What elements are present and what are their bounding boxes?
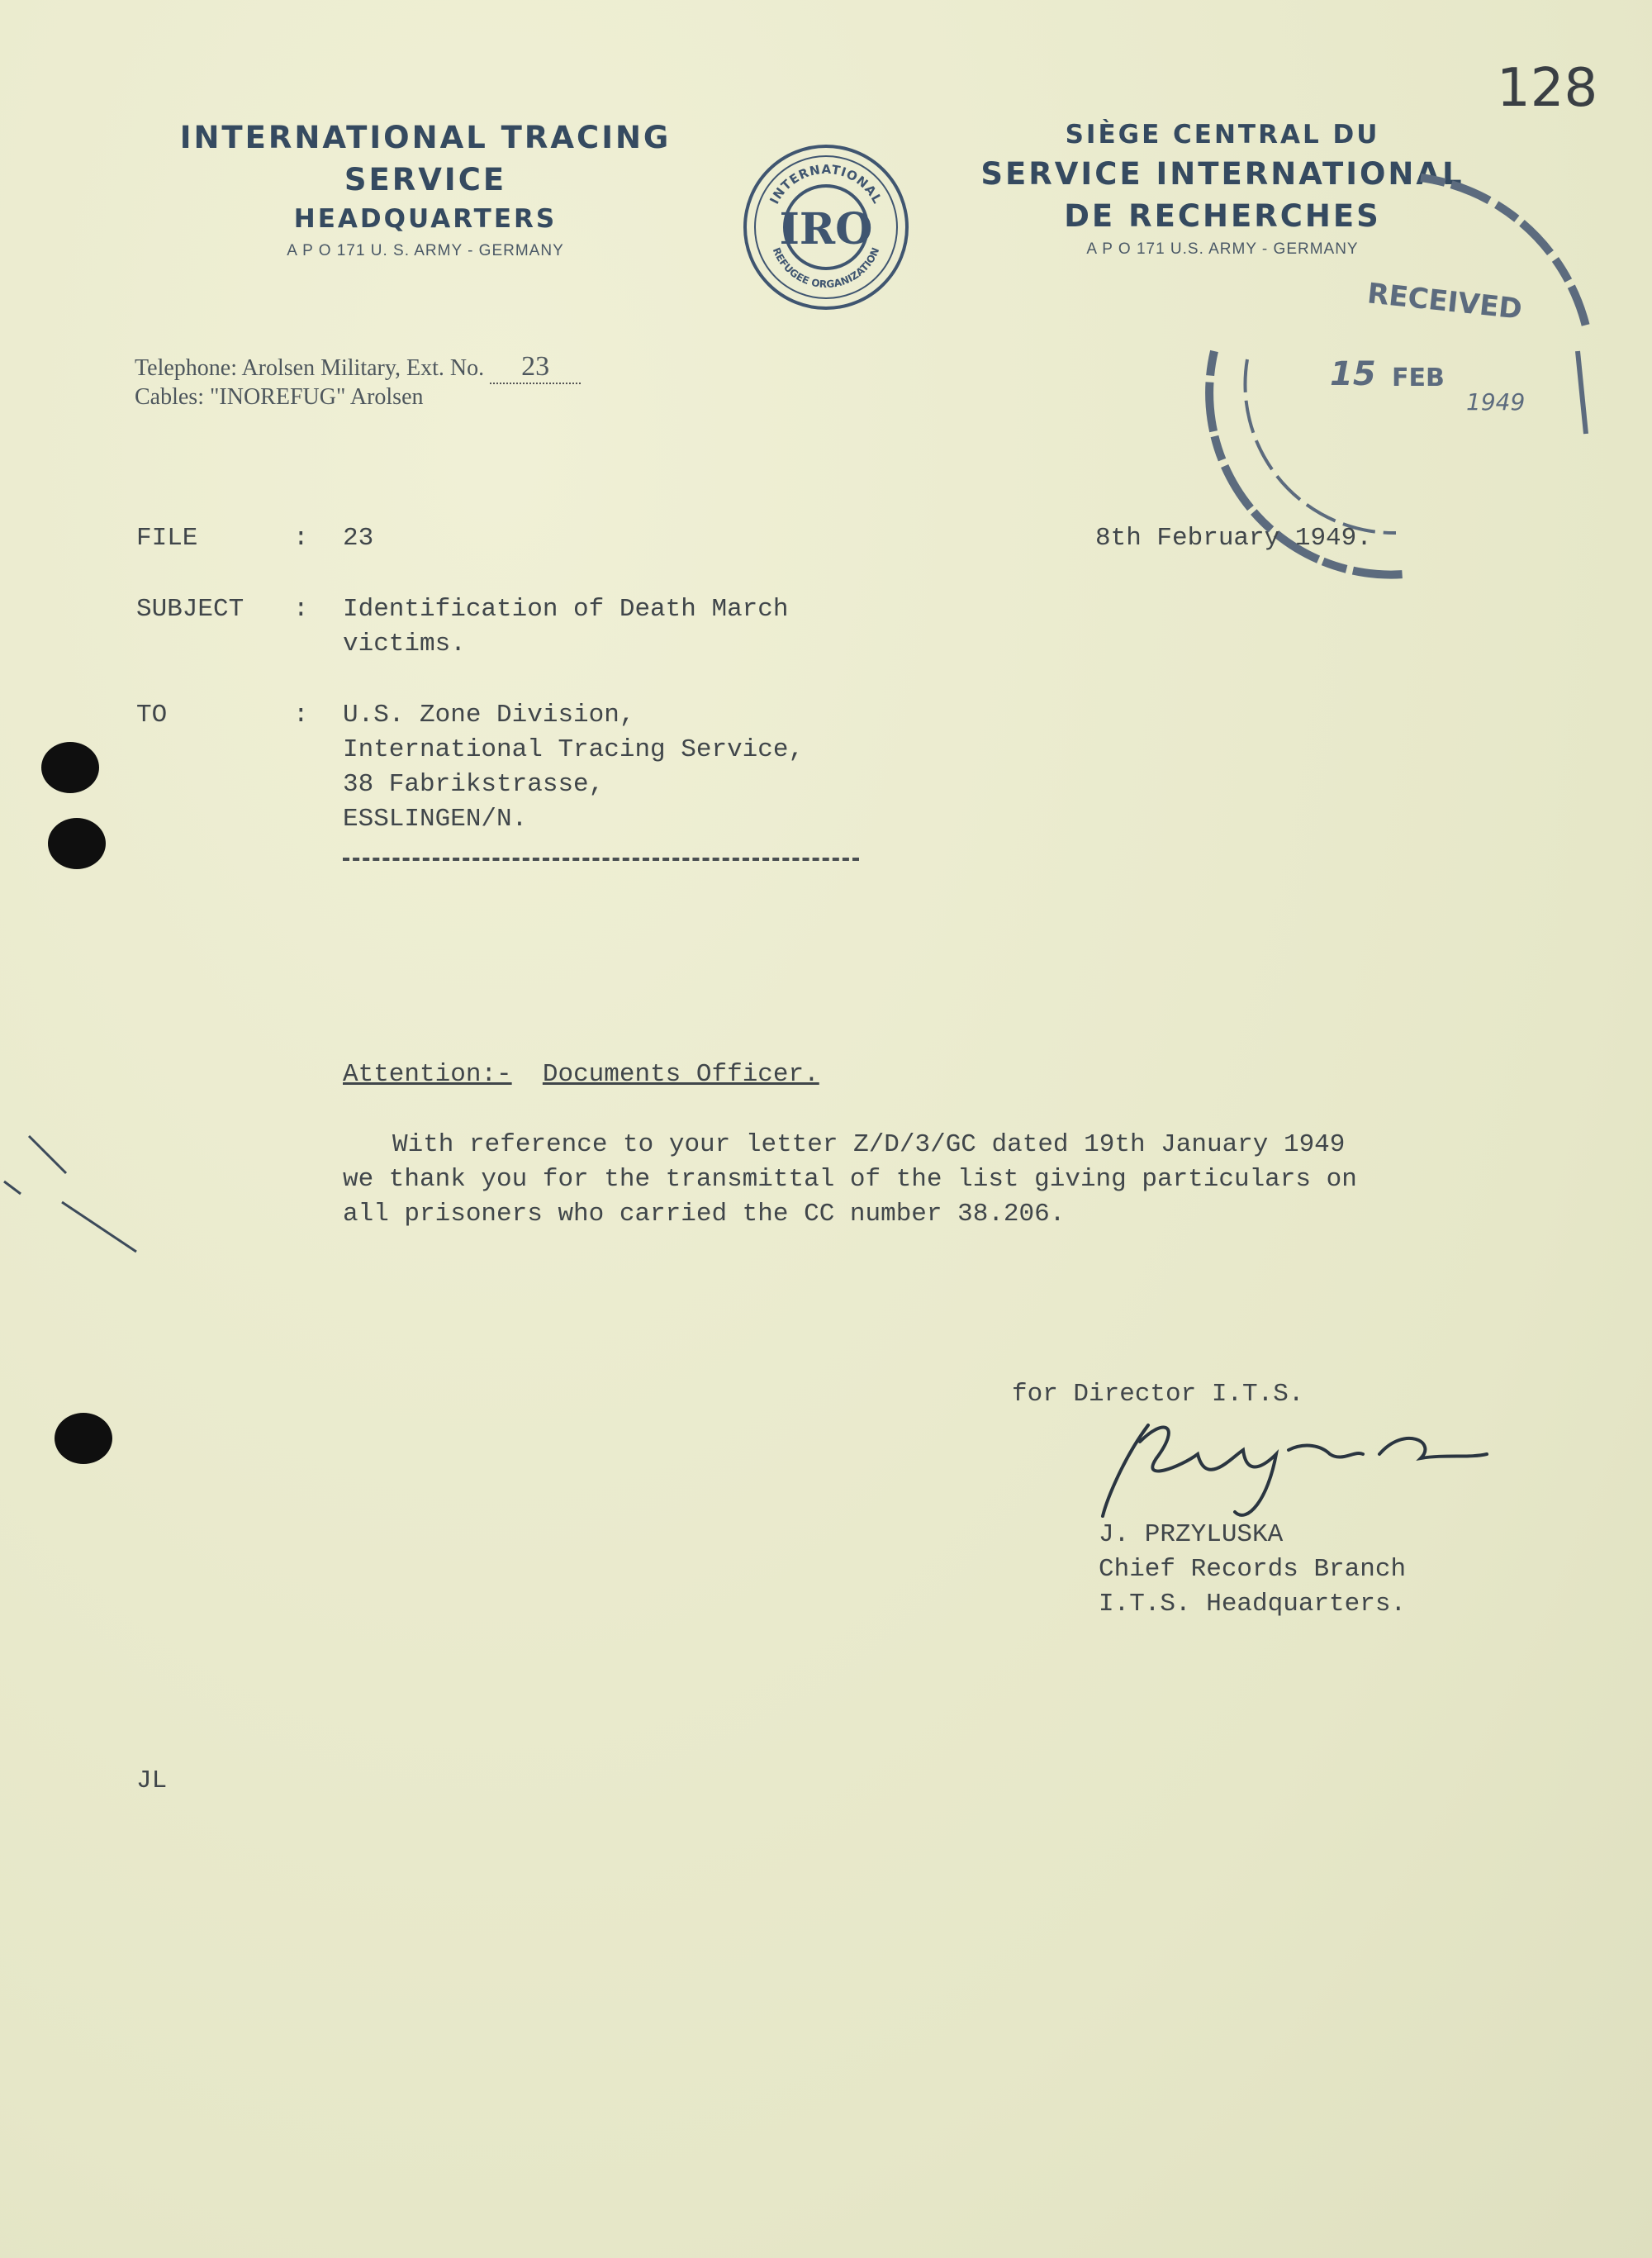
- logo-ring-bottom: REFUGEE ORGANIZATION: [770, 245, 882, 291]
- stamp-day: 15: [1330, 355, 1376, 393]
- logo-ring-top: INTERNATIONAL: [767, 162, 885, 207]
- signature-for-line: for Director I.T.S.: [1012, 1380, 1304, 1409]
- to-line-1: U.S. Zone Division,: [343, 701, 635, 730]
- iro-logo-graphic: [743, 132, 909, 322]
- to-line-2: International Tracing Service,: [343, 735, 805, 764]
- to-line-4: ESSLINGEN/N.: [343, 805, 528, 834]
- field-label-file: FILE: [136, 524, 198, 553]
- letterhead-left: [124, 120, 727, 260]
- subject-line-2: victims.: [343, 630, 466, 658]
- field-sep-file: :: [293, 524, 309, 553]
- letterhead-right-line2: SERVICE INTERNATIONAL: [980, 156, 1464, 192]
- punch-hole-1: [41, 742, 99, 793]
- cables-line: Cables: "INOREFUG" Arolsen: [135, 384, 424, 410]
- attention-label: Attention:-: [343, 1060, 512, 1089]
- field-value-file: 23: [343, 524, 374, 553]
- subject-line-1: Identification of Death March: [343, 595, 789, 624]
- body-line-3: all prisoners who carried the CC number 38.206.: [343, 1200, 1066, 1229]
- telephone-label: Telephone: Arolsen Military, Ext. No.: [135, 355, 485, 381]
- to-line-3: 38 Fabrikstrasse,: [343, 770, 605, 799]
- pencil-marks-graphic: [0, 1124, 165, 1256]
- handwritten-signature-graphic: [1090, 1409, 1520, 1524]
- letterhead-right-line1: SIÈGE CENTRAL DU: [1065, 120, 1380, 150]
- field-label-subject: SUBJECT: [136, 595, 244, 624]
- signatory-title-2: I.T.S. Headquarters.: [1099, 1590, 1407, 1619]
- attention-line: [343, 1060, 819, 1089]
- letterhead-left-line1: INTERNATIONAL TRACING: [179, 120, 672, 155]
- field-label-to: TO: [136, 701, 168, 730]
- field-sep-to: :: [293, 701, 309, 730]
- telephone-line: [135, 351, 581, 384]
- letterhead-left-line4: A P O 171 U. S. ARMY - GERMANY: [287, 242, 564, 259]
- field-sep-subject: :: [293, 595, 309, 624]
- punch-hole-2: [48, 818, 106, 869]
- stamp-month: FEB: [1392, 364, 1445, 392]
- address-rule: [343, 858, 859, 861]
- handwritten-signature: [1090, 1409, 1520, 1524]
- letterhead-left-line3: HEADQUARTERS: [293, 204, 558, 234]
- signatory-title-1: Chief Records Branch: [1099, 1555, 1407, 1584]
- punch-hole-3: [55, 1413, 112, 1464]
- attention-value: Documents Officer.: [542, 1060, 819, 1089]
- letterhead-right-line4: A P O 171 U.S. ARMY - GERMANY: [1086, 240, 1359, 258]
- stamp-year: 1949: [1466, 388, 1526, 416]
- page-number: 128: [1497, 58, 1598, 119]
- signatory-name: J. PRZYLUSKA: [1099, 1520, 1284, 1549]
- typist-initials: JL: [136, 1766, 168, 1795]
- letter-date: 8th February 1949.: [1095, 524, 1372, 553]
- letterhead-right-line3: DE RECHERCHES: [1064, 198, 1381, 234]
- body-line-2: we thank you for the transmittal of the list giving particulars on: [343, 1165, 1357, 1194]
- pencil-marks: [0, 1124, 165, 1256]
- letterhead-left-line2: SERVICE: [344, 162, 507, 197]
- telephone-ext: 23: [490, 351, 581, 384]
- logo-center: IRO: [779, 204, 873, 254]
- iro-logo: [743, 132, 909, 322]
- body-line-1: With reference to your letter Z/D/3/GC dated 19th January 1949: [392, 1130, 1346, 1159]
- stamp-received-word: RECEIVED: [1365, 277, 1524, 326]
